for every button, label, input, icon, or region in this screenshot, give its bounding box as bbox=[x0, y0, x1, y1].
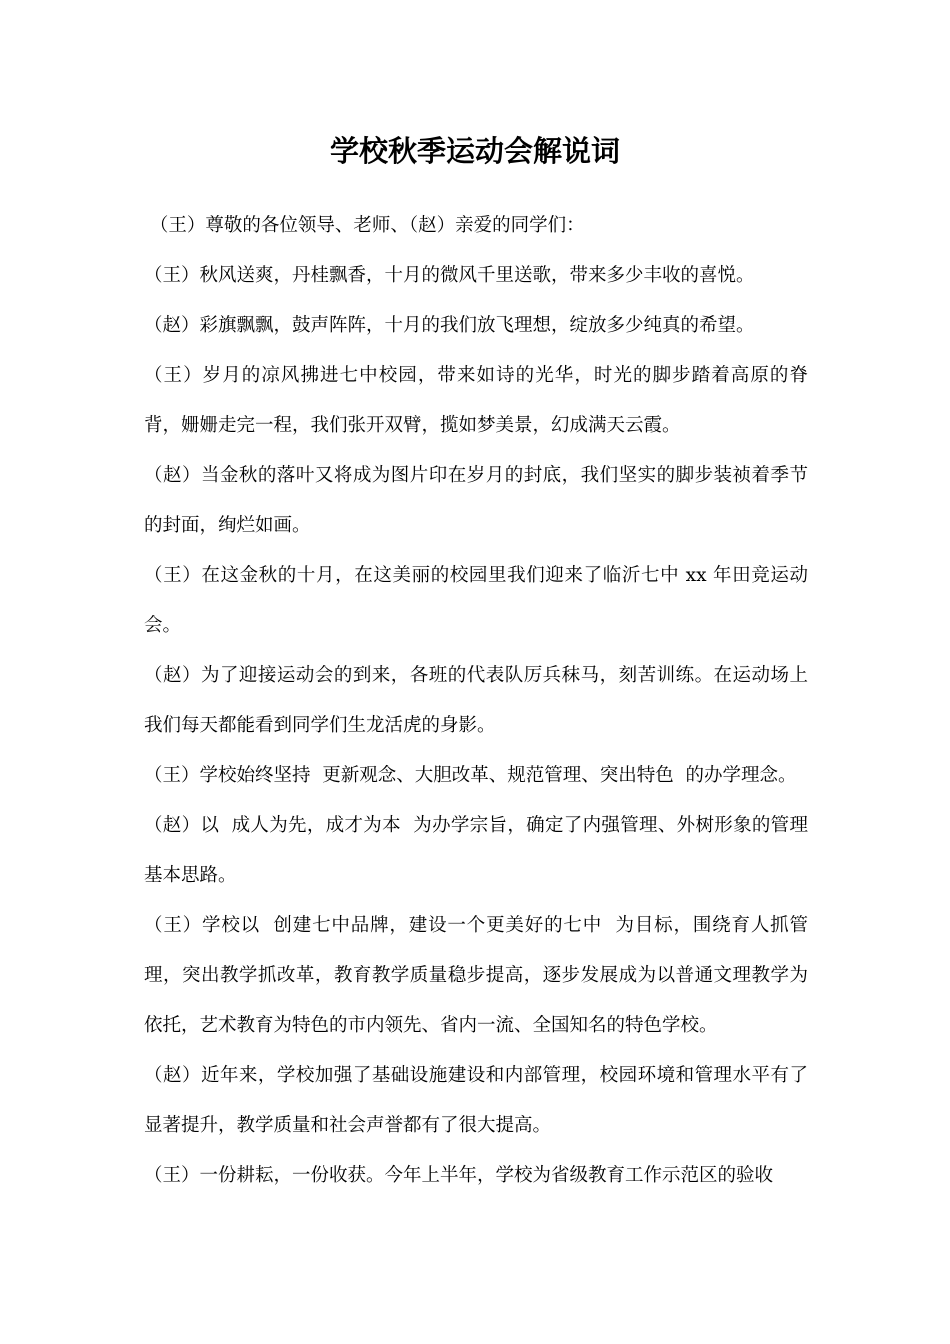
paragraph: （王）岁月的凉风拂进七中校园，带来如诗的光华，时光的脚步踏着高原的脊背，姗姗走完一程，我们张开双臂，揽如梦美景，幻成满天云霞。 bbox=[144, 365, 808, 436]
paragraph: （赵）以 成人为先，成才为本 为办学宗旨，确定了内强管理、外树形象的管理基本思路。 bbox=[144, 815, 808, 886]
paragraph: （王）秋风送爽，丹桂飘香，十月的微风千里送歌，带来多少丰收的喜悦。 bbox=[144, 265, 755, 286]
paragraph-greeting: （王）尊敬的各位领导、老师、（赵）亲爱的同学们： bbox=[144, 215, 585, 236]
paragraph: （王）一份耕耘，一份收获。今年上半年，学校为省级教育工作示范区的验收 bbox=[144, 1165, 774, 1186]
paragraph: （赵）当金秋的落叶又将成为图片印在岁月的封底，我们坚实的脚步装祯着季节的封面，绚烂如画。 bbox=[144, 465, 808, 536]
document-title: 学校秋季运动会解说词 bbox=[329, 134, 620, 168]
paragraph: （王）学校始终坚持 更新观念、大胆改革、规范管理、突出特色 的办学理念。 bbox=[144, 765, 797, 786]
paragraph: （赵）为了迎接运动会的到来，各班的代表队厉兵秣马，刻苦训练。在运动场上我们每天都能看到同学们生龙活虎的身影。 bbox=[144, 665, 808, 736]
paragraph: （赵）彩旗飘飘，鼓声阵阵，十月的我们放飞理想，绽放多少纯真的希望。 bbox=[144, 315, 755, 336]
paragraph: （王）在这金秋的十月，在这美丽的校园里我们迎来了临沂七中 xx 年田竞运动会。 bbox=[144, 565, 808, 636]
paragraph: （王）学校以 创建七中品牌，建设一个更美好的七中 为目标，围绕育人抓管理，突出教学抓改革，教育教学质量稳步提高，逐步发展成为以普通文理教学为依托，艺术教育为特色的市内领先、省内一流、全国知名的特色学校。 bbox=[144, 915, 808, 1036]
paragraph: （赵）近年来，学校加强了基础设施建设和内部管理，校园环境和管理水平有了显著提升，教学质量和社会声誉都有了很大提高。 bbox=[144, 1065, 808, 1136]
document-body bbox=[144, 201, 808, 1201]
